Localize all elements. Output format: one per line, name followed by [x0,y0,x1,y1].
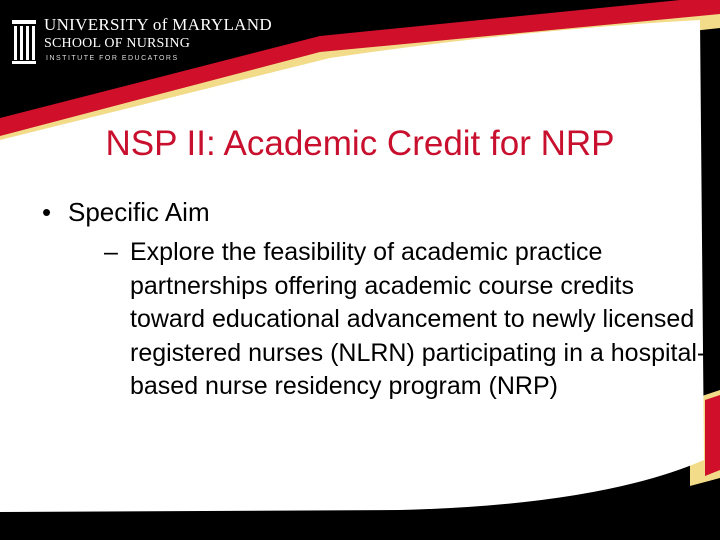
sub-bullet-item [104,236,710,404]
sub-bullet-marker: – [104,238,118,266]
logo-school-text: SCHOOL OF NURSING [44,36,191,51]
sub-bullet-text: Explore the feasibility of academic practice partnerships offering academic course credits toward educational advancement to newly licensed registered nurses (NLRN) participating in a hospital-based nurse residency program (NRP) [130,238,706,400]
bottom-red-stripe [705,395,720,476]
slide-title: NSP II: Academic Credit for NRP [105,124,615,163]
logo-institute-text: INSTITUTE FOR EDUCATORS [46,55,179,62]
bullet-text: Specific Aim [68,197,210,227]
building-icon [12,18,36,66]
bullet-list [40,194,706,404]
bullet-item [40,194,706,404]
sub-bullet-list [68,236,706,404]
university-logo [6,14,272,70]
logo-university-text: UNIVERSITY of MARYLAND [44,15,272,34]
bullet-marker: • [42,197,52,227]
